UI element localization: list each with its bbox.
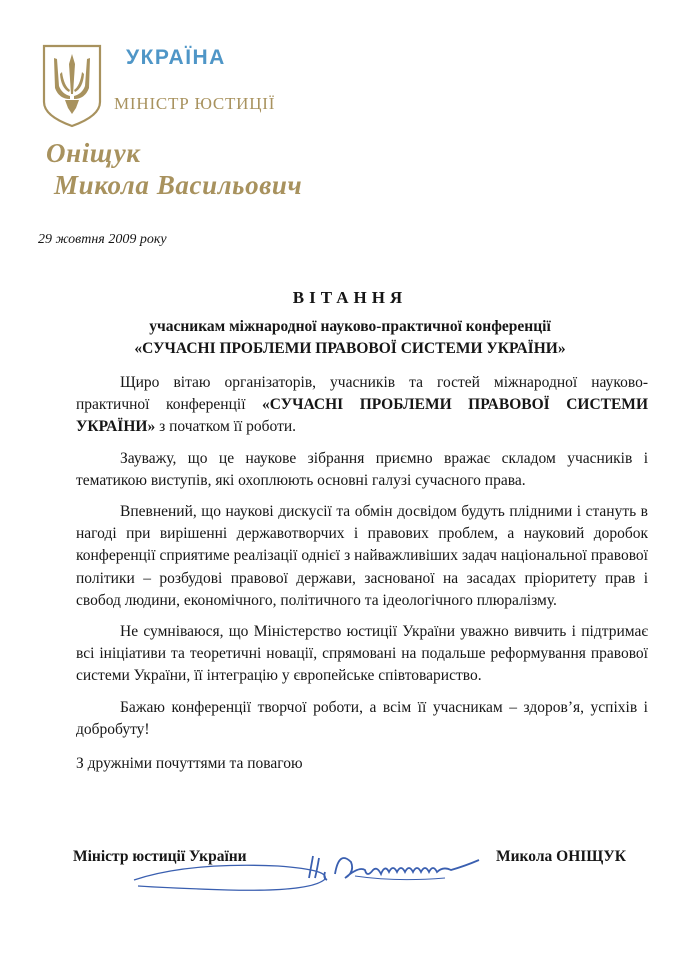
closing-line: З дружніми почуттями та повагою <box>76 755 303 773</box>
minister-name <box>46 137 302 201</box>
signatory-name: Микола ОНІЩУК <box>496 848 626 865</box>
letter-body <box>76 372 648 784</box>
country-heading: УКРАЇНА <box>126 46 226 69</box>
minister-surname: Оніщук <box>46 138 141 168</box>
conference-name: «СУЧАСНІ ПРОБЛЕМИ ПРАВОВОЇ СИСТЕМИ УКРАЇНИ» <box>76 396 648 436</box>
minister-given-names: Микола Васильович <box>54 170 303 200</box>
ministry-heading: МІНІСТР ЮСТИЦІЇ <box>114 94 276 113</box>
greeting-subtitle <box>0 316 700 360</box>
paragraph-1 <box>76 372 648 439</box>
paragraph-1-start: Щиро вітаю організаторів, учасників та гостей міжнародної науково-практичної конференції <box>76 374 648 414</box>
paragraph-3: Впевнений, що наукові дискусії та обмін досвідом будуть плідними і стануть в нагоді при вирішенні державотворчих і правових проблем, а науковий доробок конференції сприятиме реалізації однієї з найважливіших задач національної правової політики – розбудові правової держави, заснованої на засадах пріоритету прав і свобод людини, економічного, політичного та ідеологічного плюралізму. <box>76 503 648 609</box>
paragraph-2: Зауважу, що це наукове зібрання приємно вражає складом учасників і тематикою виступів, які охоплюють основні галузі сучасного права. <box>76 449 648 489</box>
paragraph-5: Бажаю конференції творчої роботи, а всім її учасникам – здоров’я, успіхів і добробуту! <box>76 698 648 738</box>
trident-emblem-icon <box>40 42 104 128</box>
handwritten-signature <box>295 836 495 892</box>
greeting-title: ВІТАННЯ <box>292 288 408 307</box>
paragraph-4: Не сумніваюся, що Міністерство юстиції України уважно вивчить і підтримає всі ініціативи та теоретичні новації, спрямовані на подальше реформування правової системи України, її інтеграцію у європейське співтовариство. <box>76 623 648 685</box>
letter-date: 29 жовтня 2009 року <box>38 232 167 247</box>
greeting-subtitle-line-2: «СУЧАСНІ ПРОБЛЕМИ ПРАВОВОЇ СИСТЕМИ УКРАЇНИ» <box>134 340 566 357</box>
greeting-subtitle-line-1: учасникам міжнародної науково-практичної конференції <box>149 318 551 335</box>
paragraph-1-end: з початком її роботи. <box>155 418 297 436</box>
signatory-position: Міністр юстиції України <box>73 848 247 865</box>
